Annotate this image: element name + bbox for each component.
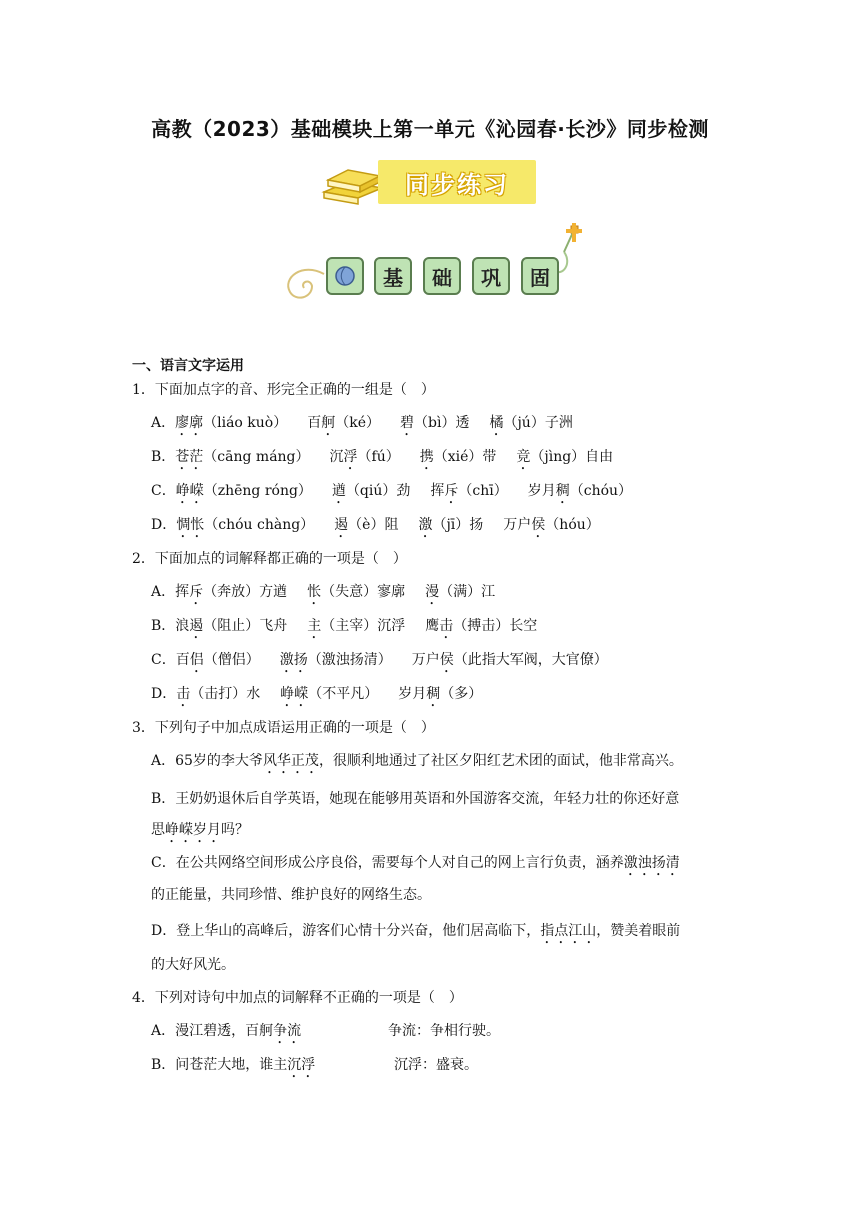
option-prefix: D． xyxy=(151,517,177,533)
globe-icon xyxy=(334,265,356,287)
option-item xyxy=(175,449,309,465)
option-item xyxy=(425,618,537,634)
item-dotted: 稠 xyxy=(555,483,570,499)
q2-option-d xyxy=(151,684,482,710)
item-dotted: 惆怅 xyxy=(176,517,205,533)
q4-b-dotted: 沉浮 xyxy=(287,1057,316,1073)
item-dotted: 碧 xyxy=(400,415,415,431)
item-pre: 万户 xyxy=(411,652,440,668)
item-post: （chī） xyxy=(458,483,508,499)
item-post: （jú）子洲 xyxy=(503,415,573,431)
q4-option-b xyxy=(151,1055,315,1081)
item-post: （chóu chàng） xyxy=(204,517,315,533)
item-pre: 鹰 xyxy=(425,618,440,634)
item-dotted: 遏 xyxy=(189,618,204,634)
item-dotted: 舸 xyxy=(321,415,336,431)
item-post: （jī）扬 xyxy=(432,517,484,533)
option-prefix: C． xyxy=(151,652,176,668)
item-dotted: 斥 xyxy=(189,584,204,600)
item-pre: 挥 xyxy=(430,483,445,499)
item-dotted: 竞 xyxy=(516,449,531,465)
option-prefix: B． xyxy=(151,618,176,634)
q2-stem: 2．下面加点的词解释都正确的一项是（ ） xyxy=(132,551,407,567)
q3-b-dotted: 峥嵘岁月 xyxy=(165,822,221,838)
item-post: （失意）寥廓 xyxy=(321,584,406,600)
banner-label-box xyxy=(378,160,536,204)
q2-option-a xyxy=(151,582,495,608)
module-char-2: 础 xyxy=(423,257,461,295)
sync-practice-banner xyxy=(318,158,540,208)
item-pre: 百 xyxy=(175,652,190,668)
item-dotted: 击 xyxy=(176,686,191,702)
q3-option-c-line1 xyxy=(151,853,680,879)
item-dotted: 漫 xyxy=(425,584,440,600)
item-post: （cāng máng） xyxy=(203,449,310,465)
option-item xyxy=(489,415,572,431)
item-dotted: 侣 xyxy=(189,652,204,668)
q3-c-pre: C．在公共网络空间形成公序良俗，需要每个人对自己的网上言行负责，涵养 xyxy=(151,855,624,871)
item-dotted: 廖廓 xyxy=(175,415,204,431)
q1-stem: 1．下面加点字的音、形完全正确的一组是（ ） xyxy=(132,382,435,398)
item-dotted: 主 xyxy=(307,618,322,634)
option-item xyxy=(176,517,314,533)
q3-b-pre: 思 xyxy=(151,822,165,838)
option-item xyxy=(398,686,482,702)
q3-stem: 3．下列句子中加点成语运用正确的一项是（ ） xyxy=(132,720,435,736)
item-post: （僧侣） xyxy=(203,652,260,668)
item-dotted: 激 xyxy=(418,517,433,533)
item-dotted: 遏 xyxy=(334,517,349,533)
option-item xyxy=(176,483,312,499)
q3-d-pre: D．登上华山的高峰后，游客们心情十分兴奋，他们居高临下， xyxy=(151,923,541,939)
option-item xyxy=(330,449,400,465)
item-pre: 挥 xyxy=(175,584,190,600)
option-item xyxy=(307,618,405,634)
option-item xyxy=(175,618,287,634)
option-item xyxy=(503,517,599,533)
option-prefix: C． xyxy=(151,483,176,499)
q4-b-pre: B．问苍茫大地，谁主 xyxy=(151,1057,288,1073)
q2-option-b xyxy=(151,616,537,642)
item-post: （zhēng róng） xyxy=(203,483,312,499)
option-item xyxy=(307,415,380,431)
item-post: （hóu） xyxy=(545,517,600,533)
option-item xyxy=(280,686,378,702)
q3-option-a xyxy=(151,751,683,777)
q1-option-d xyxy=(151,515,600,541)
option-item xyxy=(420,449,497,465)
q3-d-post: ，赞美着眼前 xyxy=(596,923,681,939)
option-item xyxy=(332,483,410,499)
option-item xyxy=(176,686,260,702)
item-post: （fú） xyxy=(357,449,400,465)
item-dotted: 浮 xyxy=(343,449,358,465)
q1-option-c xyxy=(151,481,632,507)
item-pre: 浪 xyxy=(175,618,190,634)
item-post: （此指大军阀，大官僚） xyxy=(453,652,608,668)
item-dotted: 侯 xyxy=(439,652,454,668)
item-dotted: 峥嵘 xyxy=(175,483,204,499)
q3-b-post: 吗？ xyxy=(221,822,249,838)
globe-tile xyxy=(326,257,364,295)
module-char-3: 巩 xyxy=(472,257,510,295)
item-dotted: 遒 xyxy=(331,483,346,499)
item-dotted: 苍茫 xyxy=(175,449,204,465)
page-title: 高教（2023）基础模块上第一单元《沁园春·长沙》同步检测 xyxy=(151,117,709,141)
q3-c-dotted: 激浊扬清 xyxy=(623,855,680,871)
option-item xyxy=(334,517,398,533)
q3-d-dotted: 指点江山 xyxy=(540,923,597,939)
item-dotted: 击 xyxy=(439,618,454,634)
q4-a-dotted: 争流 xyxy=(273,1023,302,1039)
option-item xyxy=(528,483,632,499)
module-char-4: 固 xyxy=(521,257,559,295)
item-post: （满）江 xyxy=(439,584,496,600)
option-item xyxy=(400,415,469,431)
option-item xyxy=(516,449,613,465)
item-dotted: 稠 xyxy=(426,686,441,702)
item-pre: 岁月 xyxy=(398,686,427,702)
item-pre: 百 xyxy=(307,415,322,431)
item-post: （激浊扬清） xyxy=(307,652,392,668)
item-post: （主宰）沉浮 xyxy=(321,618,406,634)
item-dotted: 峥嵘 xyxy=(280,686,309,702)
section-heading: 一、语言文字运用 xyxy=(132,358,244,374)
option-item xyxy=(412,652,608,668)
q3-option-d-line1 xyxy=(151,921,680,947)
item-post: （阻止）飞舟 xyxy=(203,618,288,634)
option-item xyxy=(430,483,507,499)
item-post: （ké） xyxy=(335,415,381,431)
option-prefix: A． xyxy=(151,584,176,600)
option-item xyxy=(418,517,483,533)
option-item xyxy=(280,652,392,668)
option-item xyxy=(307,584,405,600)
item-post: （bì）透 xyxy=(414,415,470,431)
module-char-1: 基 xyxy=(374,257,412,295)
item-dotted: 携 xyxy=(419,449,434,465)
item-post: （jìng）自由 xyxy=(530,449,614,465)
q3-option-d-line2: 的大好风光。 xyxy=(151,957,235,973)
q4-stem: 4．下列对诗句中加点的词解释不正确的一项是（ ） xyxy=(132,990,463,1006)
item-pre: 万户 xyxy=(503,517,532,533)
option-item xyxy=(425,584,495,600)
q3-a-post: ，很顺利地通过了社区夕阳红艺术团的面试，他非常高兴。 xyxy=(318,753,683,769)
option-item xyxy=(176,652,260,668)
q1-option-b xyxy=(151,447,613,473)
option-prefix: A． xyxy=(151,415,176,431)
q3-a-dotted: 风华正茂 xyxy=(262,753,319,769)
q4-a-gloss: 争流：争相行驶。 xyxy=(388,1023,500,1039)
item-post: （搏击）长空 xyxy=(453,618,538,634)
item-dotted: 侯 xyxy=(531,517,546,533)
option-item xyxy=(175,584,287,600)
item-pre: 岁月 xyxy=(527,483,556,499)
item-post: （xié）带 xyxy=(433,449,497,465)
item-post: （奔放）方遒 xyxy=(203,584,288,600)
q3-option-b-line1: B．王奶奶退休后自学英语，她现在能够用英语和外国游客交流，年轻力壮的你还好意 xyxy=(151,791,680,807)
item-post: （qiú）劲 xyxy=(345,483,411,499)
item-post: （liáo kuò） xyxy=(203,415,288,431)
q1-option-a xyxy=(151,413,573,439)
q3-option-b-line2 xyxy=(151,820,249,846)
option-prefix: B． xyxy=(151,449,176,465)
item-dotted: 斥 xyxy=(444,483,459,499)
item-post: （不平凡） xyxy=(308,686,379,702)
option-prefix: D． xyxy=(151,686,177,702)
q4-a-pre: A．漫江碧透，百舸 xyxy=(151,1023,274,1039)
q4-option-a xyxy=(151,1021,301,1047)
q4-b-gloss: 沉浮：盛衰。 xyxy=(394,1057,478,1073)
item-post: （多） xyxy=(440,686,483,702)
q3-option-c-line2: 的正能量，共同珍惜、维护良好的网络生态。 xyxy=(151,887,431,903)
item-post: （è）阻 xyxy=(348,517,399,533)
item-dotted: 激扬 xyxy=(279,652,308,668)
module-heading-graphic xyxy=(282,222,582,302)
q2-option-c xyxy=(151,650,608,676)
item-dotted: 橘 xyxy=(489,415,504,431)
banner-label: 同步练习 xyxy=(405,170,509,199)
item-post: （chóu） xyxy=(569,483,633,499)
option-item xyxy=(175,415,287,431)
q3-a-pre: A．65岁的李大爷 xyxy=(151,753,263,769)
item-pre: 沉 xyxy=(329,449,344,465)
item-dotted: 怅 xyxy=(307,584,322,600)
item-post: （击打）水 xyxy=(190,686,261,702)
